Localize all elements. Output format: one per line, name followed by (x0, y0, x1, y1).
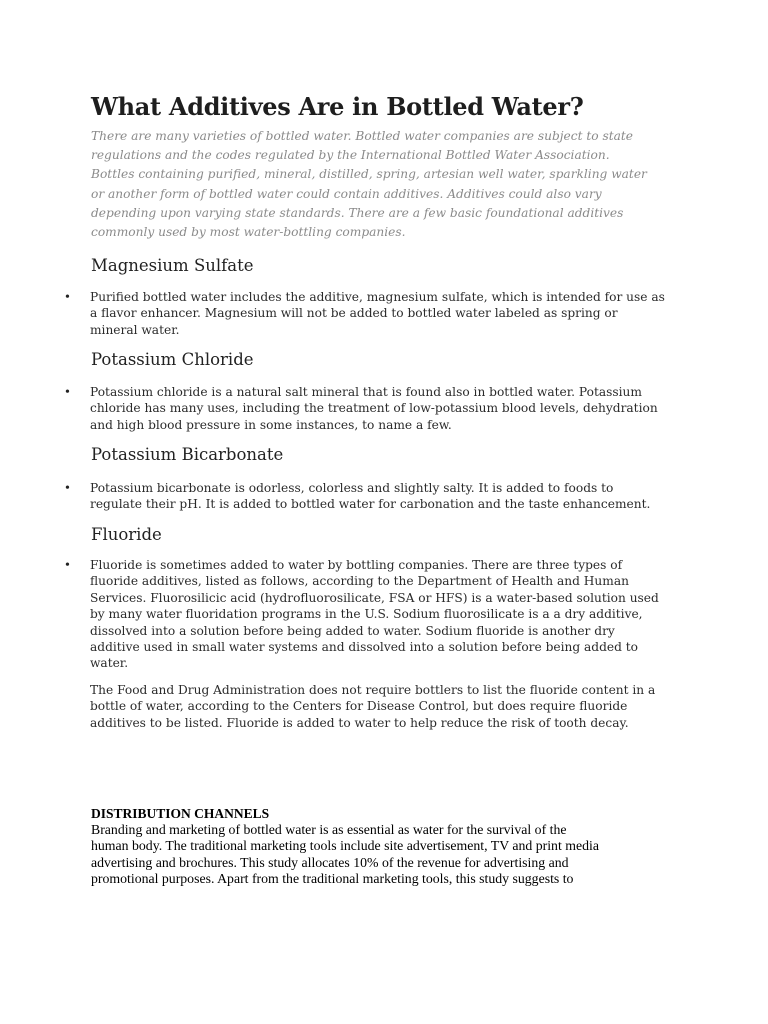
intro-line: There are many varieties of bottled water. Bottled water companies are subject to state (91, 129, 633, 143)
section-body-magnesium-sulfate (90, 289, 690, 338)
body-line: The Food and Drug Administration does not require bottlers to list the fluoride content in a (90, 683, 656, 697)
body-line: dissolved into a solution before being added to water. Sodium fluoride is another dry (90, 623, 615, 638)
body-line: by many water fluoridation programs in the U.S. Sodium fluorosilicate is a a dry additive, (90, 607, 643, 622)
section-heading-magnesium-sulfate: Magnesium Sulfate (91, 256, 254, 275)
body-line: mineral water. (90, 322, 180, 337)
intro-line: regulations and the codes regulated by the International Bottled Water Association. (91, 148, 610, 163)
body-line: water. (90, 656, 129, 671)
body-line: regulate their pH. It is added to bottled water for carbonation and the taste enhancement. (90, 497, 651, 512)
section-heading-potassium-bicarbonate: Potassium Bicarbonate (91, 445, 284, 464)
body-line: Services. Fluorosilicic acid (hydrofluorosilicate, FSA or HFS) is a water-based solution used (90, 590, 659, 605)
section-body-potassium-chloride (90, 384, 690, 433)
body-line: a flavor enhancer. Magnesium will not be added to bottled water labeled as spring or (90, 306, 618, 321)
section-body-potassium-bicarbonate (90, 480, 690, 513)
distribution-heading: DISTRIBUTION CHANNELS (91, 806, 270, 821)
body-line: Branding and marketing of bottled water is as essential as water for the survival of the (91, 822, 567, 837)
bullet-marker: • (65, 290, 70, 305)
intro-line: depending upon varying state standards. There are a few basic foundational additives (91, 205, 624, 220)
distribution-body (91, 822, 691, 888)
section-heading-fluoride: Fluoride (91, 525, 162, 544)
body-line: Fluoride is sometimes added to water by bottling companies. There are three types of (90, 558, 623, 572)
section-body-fluoride (90, 557, 690, 672)
body-line: advertising and brochures. This study allocates 10% of the revenue for advertising and (91, 854, 569, 870)
body-line: Potassium chloride is a natural salt mineral that is found also in bottled water. Potassium (90, 385, 642, 399)
article-title: What Additives Are in Bottled Water? (91, 92, 584, 121)
body-line: additive used in small water systems and dissolved into a solution before being added to (90, 640, 638, 655)
body-line: additives to be listed. Fluoride is added to water to help reduce the risk of tooth decay. (90, 715, 629, 730)
body-line: and high blood pressure in some instances, to name a few. (90, 417, 452, 432)
body-line: bottle of water, according to the Centers for Disease Control, but does require fluoride (90, 699, 628, 714)
bullet-marker: • (65, 385, 70, 400)
section-heading-potassium-chloride: Potassium Chloride (91, 350, 254, 369)
article-intro (91, 127, 691, 242)
body-line: Potassium bicarbonate is odorless, colorless and slightly salty. It is added to foods to (90, 481, 614, 495)
body-line: Purified bottled water includes the additive, magnesium sulfate, which is intended for use as (90, 290, 665, 304)
intro-line: Bottles containing purified, mineral, distilled, spring, artesian well water, sparkling water (91, 167, 647, 182)
body-line: promotional purposes. Apart from the traditional marketing tools, this study suggests to (91, 871, 574, 887)
body-line: chloride has many uses, including the treatment of low-potassium blood levels, dehydration (90, 401, 658, 416)
body-line: fluoride additives, listed as follows, according to the Department of Health and Human (90, 574, 629, 589)
bullet-marker: • (65, 558, 70, 573)
section-body-fluoride-followup (90, 682, 690, 731)
intro-line: or another form of bottled water could contain additives. Additives could also vary (91, 186, 602, 201)
bullet-marker: • (65, 481, 70, 496)
intro-line: commonly used by most water-bottling companies. (91, 225, 406, 240)
body-line: human body. The traditional marketing tools include site advertisement, TV and print media (91, 838, 599, 854)
